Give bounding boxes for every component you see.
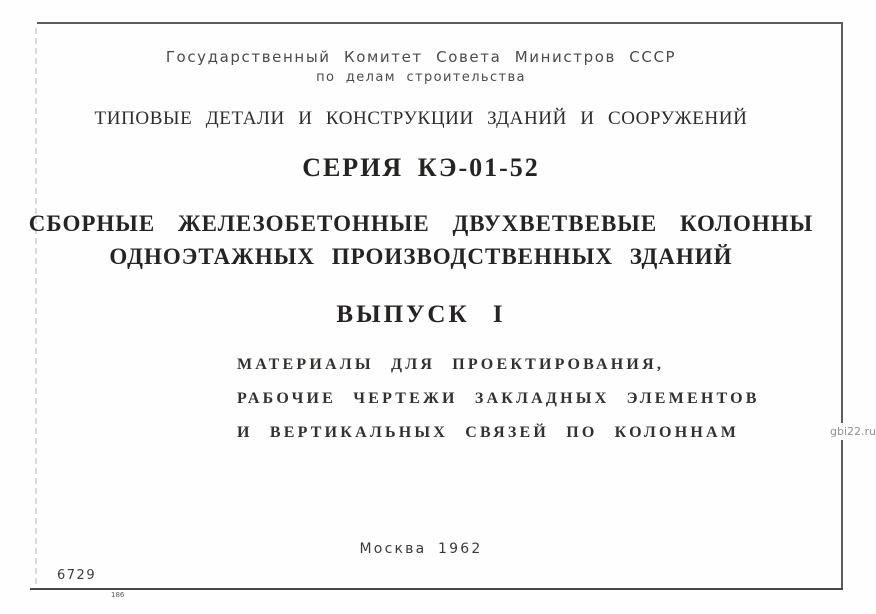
series-header: ТИПОВЫЕ ДЕТАЛИ И КОНСТРУКЦИИ ЗДАНИЙ И СООРУЖЕНИЙ [94,108,748,129]
subtitle-line3: И ВЕРТИКАЛЬНЫХ СВЯЗЕЙ ПО КОЛОННАМ [237,424,740,441]
stamp-number: 6729 [57,568,97,583]
organization-name: Государственный Комитет Совета Министров СССР [165,48,677,66]
footer-small-number: 186 [111,591,125,599]
subtitle-line2: РАБОЧИЕ ЧЕРТЕЖИ ЗАКЛАДНЫХ ЭЛЕМЕНТОВ [237,390,760,407]
issue-number: ВЫПУСК I [336,301,506,328]
city-year: Москва 1962 [359,541,483,557]
organization-department: по делам строительства [316,70,526,85]
series-code: СЕРИЯ КЭ-01-52 [302,153,540,182]
subtitle-line1: МАТЕРИАЛЫ ДЛЯ ПРОЕКТИРОВАНИЯ, [237,356,665,373]
frame-border-bottom [30,588,843,590]
site-watermark: gbi22.ru [827,423,876,440]
subtitle-block [237,355,760,457]
frame-border-top [37,22,842,24]
document-title-line1: СБОРНЫЕ ЖЕЛЕЗОБЕТОННЫЕ ДВУХВЕТВЕВЫЕ КОЛОННЫ [28,211,814,236]
document-title-line2: ОДНОЭТАЖНЫХ ПРОИЗВОДСТВЕННЫХ ЗДАНИЙ [109,244,733,269]
